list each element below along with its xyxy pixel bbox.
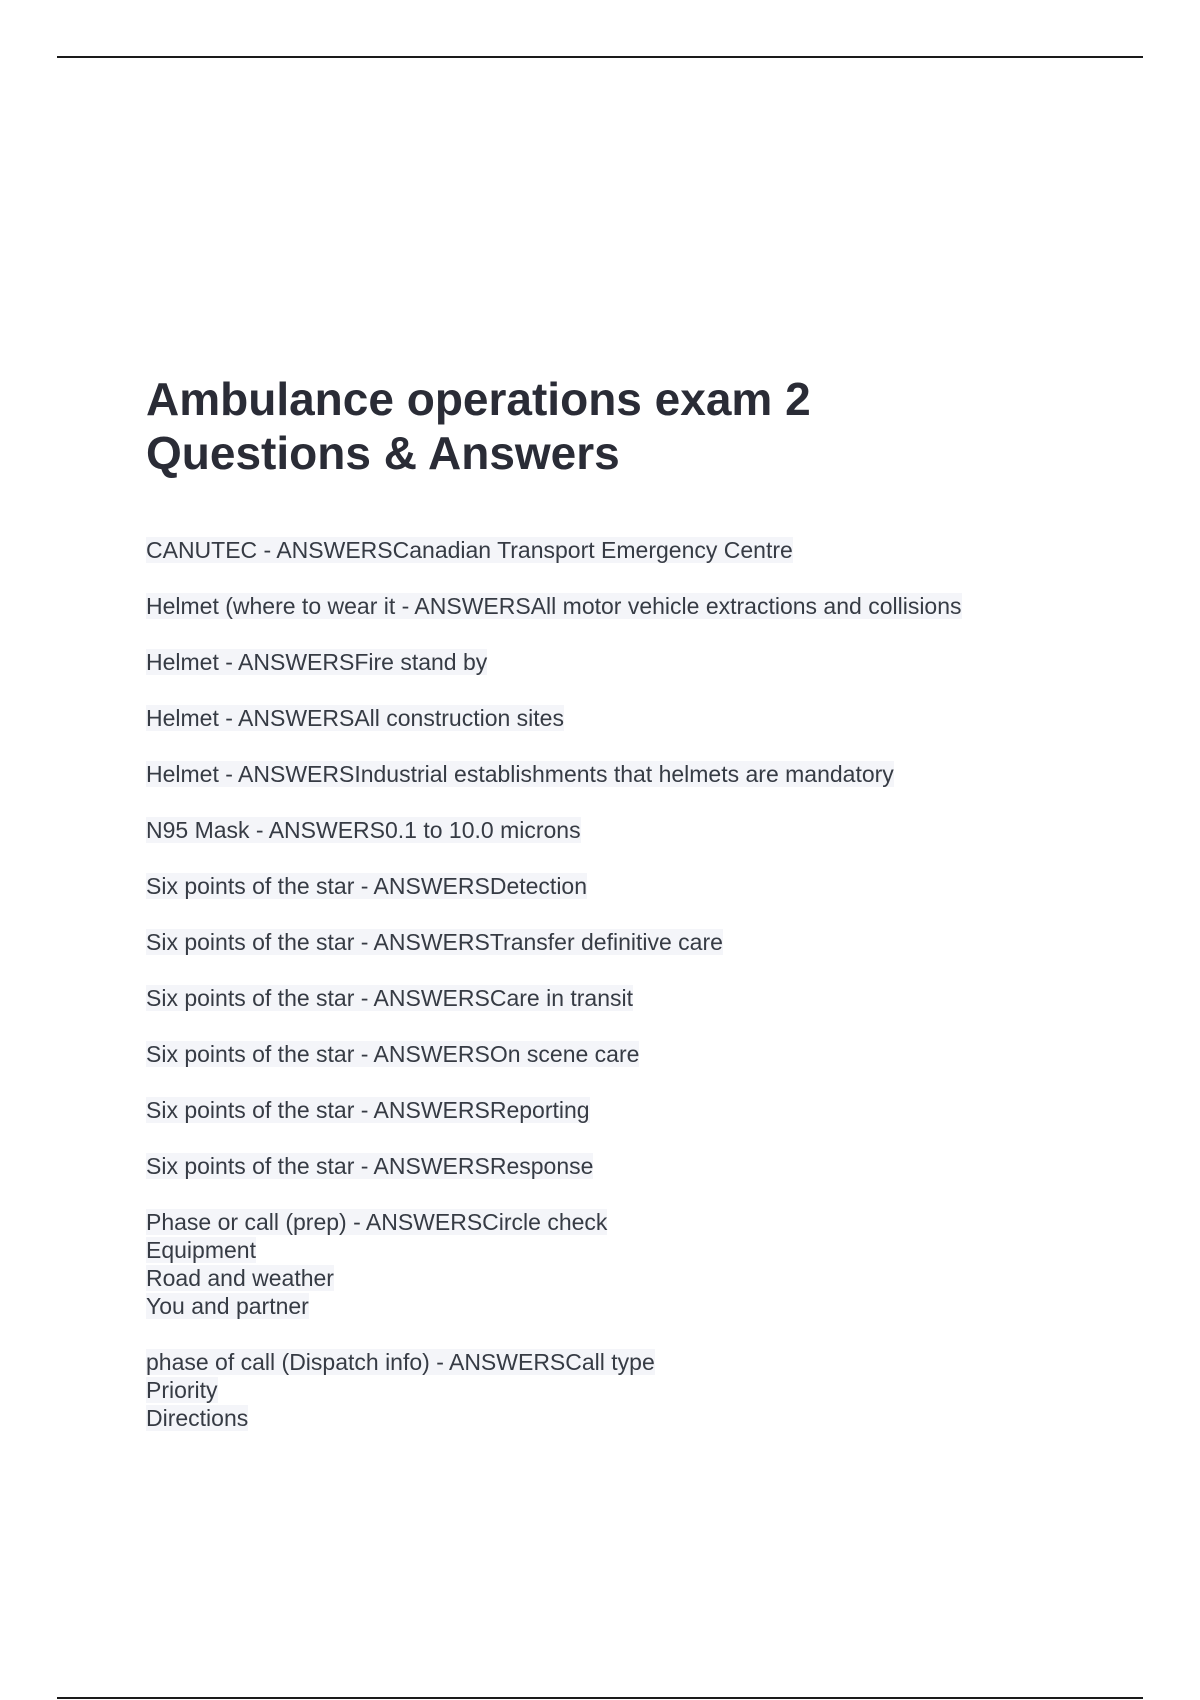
qa-line: Six points of the star - ANSWERSCare in transit — [146, 985, 634, 1011]
qa-entry — [146, 1040, 1106, 1068]
qa-list — [146, 536, 1106, 1432]
qa-line: Six points of the star - ANSWERSDetection — [146, 873, 588, 899]
bottom-rule — [57, 1697, 1143, 1699]
qa-entry — [146, 1208, 1106, 1320]
document-body — [146, 372, 1106, 1460]
qa-entry — [146, 816, 1106, 844]
qa-line: Six points of the star - ANSWERSResponse — [146, 1153, 594, 1179]
qa-line: N95 Mask - ANSWERS0.1 to 10.0 microns — [146, 817, 581, 843]
qa-line: You and partner — [146, 1293, 309, 1319]
qa-entry — [146, 536, 1106, 564]
qa-entry — [146, 648, 1106, 676]
title-line-2: Questions & Answers — [146, 427, 620, 479]
qa-entry — [146, 928, 1106, 956]
qa-line: phase of call (Dispatch info) - ANSWERSCall type — [146, 1349, 655, 1375]
qa-line: Helmet - ANSWERSAll construction sites — [146, 705, 564, 731]
qa-line: Priority — [146, 1377, 218, 1403]
qa-line: Helmet - ANSWERSFire stand by — [146, 649, 488, 675]
qa-line: Phase or call (prep) - ANSWERSCircle check — [146, 1209, 608, 1235]
qa-line: Six points of the star - ANSWERSTransfer definitive care — [146, 929, 723, 955]
qa-line: Helmet (where to wear it - ANSWERSAll motor vehicle extractions and collisions — [146, 593, 962, 619]
qa-entry — [146, 1096, 1106, 1124]
qa-line: Helmet - ANSWERSIndustrial establishments that helmets are mandatory — [146, 761, 894, 787]
qa-line: Equipment — [146, 1237, 256, 1263]
qa-entry — [146, 984, 1106, 1012]
qa-line: Six points of the star - ANSWERSReporting — [146, 1097, 590, 1123]
qa-line: Six points of the star - ANSWERSOn scene care — [146, 1041, 640, 1067]
qa-entry — [146, 760, 1106, 788]
qa-line: Road and weather — [146, 1265, 334, 1291]
qa-line: Directions — [146, 1405, 249, 1431]
qa-entry — [146, 872, 1106, 900]
qa-entry — [146, 1348, 1106, 1432]
title-line-1: Ambulance operations exam 2 — [146, 373, 811, 425]
qa-line: CANUTEC - ANSWERSCanadian Transport Emergency Centre — [146, 537, 793, 563]
document-title — [146, 372, 1106, 480]
qa-entry — [146, 704, 1106, 732]
qa-entry — [146, 592, 1106, 620]
top-rule — [57, 56, 1143, 58]
qa-entry — [146, 1152, 1106, 1180]
